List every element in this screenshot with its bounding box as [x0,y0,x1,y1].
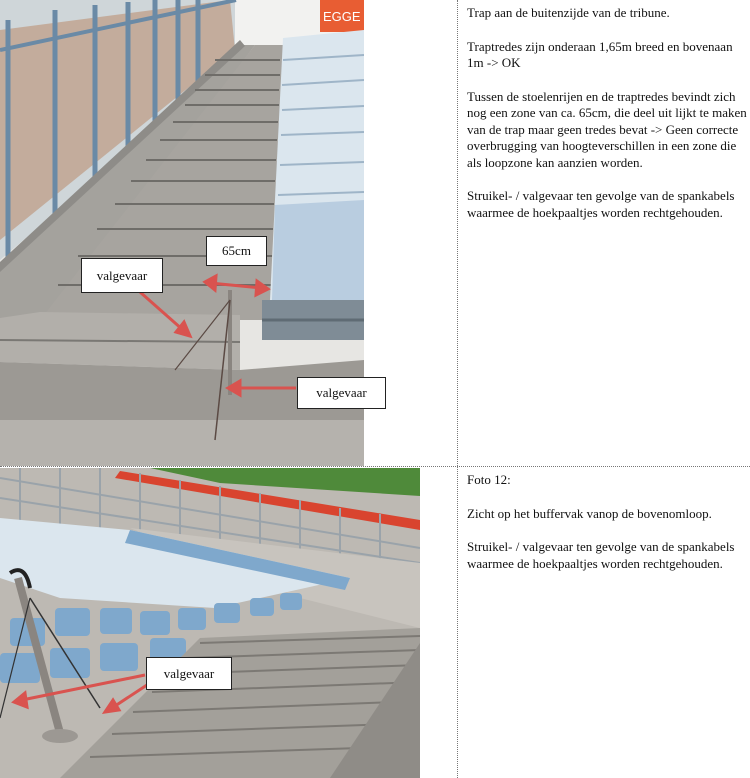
callout-text: 65cm [222,243,251,258]
paragraph: Struikel- / valgevaar ten gevolge van de spankabels waarmee de hoekpaaltjes worden rechtgehouden. [467,188,735,220]
callout-fall-hazard-right [297,377,386,409]
description-stairs [467,5,747,238]
photo-heading: Foto 12: [467,472,511,487]
paragraph: Zicht op het buffervak vanop de bovenomloop. [467,505,712,521]
callout-fall-hazard-left [81,258,163,293]
photo-buffer-zone [0,468,420,778]
callout-text: valgevaar [163,666,215,681]
building-sign-text: EGGE [323,9,361,24]
paragraph: Traptredes zijn onderaan 1,65m breed en bovenaan 1m -> OK [467,38,733,70]
callout-text: valgevaar [96,268,148,283]
paragraph: Trap aan de buitenzijde van de tribune. [467,5,670,20]
column-divider [457,0,458,778]
description-buffer-zone [467,472,747,589]
paragraph: Tussen de stoelenrijen en de traptredes bevindt zich nog een zone van ca. 65cm, die deel uit lijkt te maken van de trap maar geen tredes bevat -> Geen correcte overbrugging van hoogteverschillen in een zone die als loopzone kan aanzien worden. [467,88,747,170]
callout-text: valgevaar [316,385,367,400]
row-divider [0,466,750,467]
paragraph: Struikel- / valgevaar ten gevolge van de spankabels waarmee de hoekpaaltjes worden rechtgehouden. [467,539,735,571]
callout-fall-hazard-bottom [146,657,232,690]
callout-width-65cm [206,236,267,266]
